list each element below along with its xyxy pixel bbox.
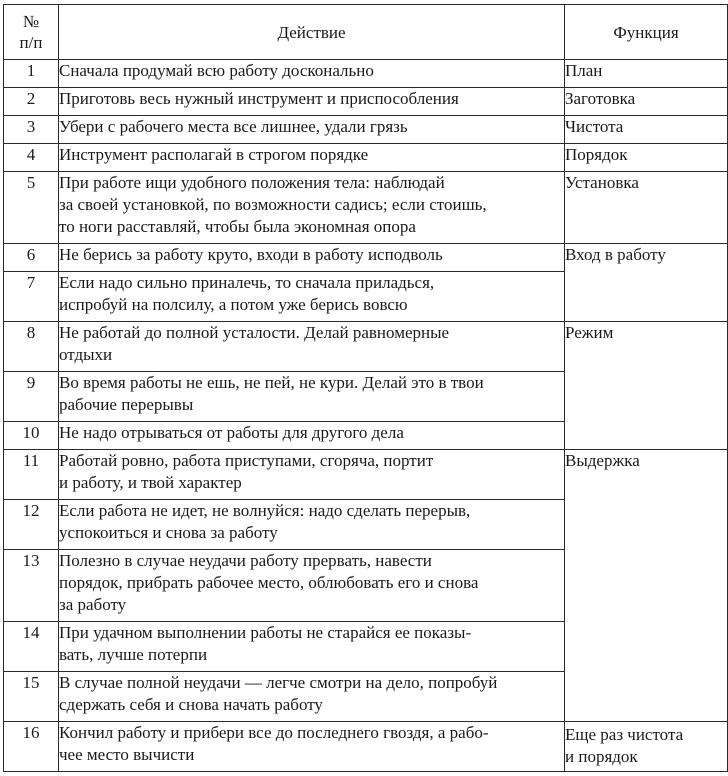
function-cell: Режим (565, 322, 728, 450)
row-number: 7 (4, 272, 59, 322)
row-action: Приготовь весь нужный инструмент и приспособления (59, 88, 565, 116)
header-action: Действие (59, 5, 565, 60)
row-action: Кончил работу и прибери все до последнего гвоздя, а рабо- чее место вычисти (59, 722, 565, 772)
function-cell: Еще раз чистота и порядок (565, 722, 728, 772)
table-row (4, 722, 728, 772)
row-action: Если работа не идет, не волнуйся: надо сделать перерыв, успокоиться и снова за работу (59, 500, 565, 550)
row-number: 4 (4, 144, 59, 172)
function-cell: Заготовка (565, 88, 728, 116)
row-number: 11 (4, 450, 59, 500)
header-row (4, 5, 728, 60)
row-number: 13 (4, 550, 59, 622)
row-number: 6 (4, 244, 59, 272)
function-cell: Порядок (565, 144, 728, 172)
row-action: При работе ищи удобного положения тела: наблюдай за своей установкой, по возможности садись; если стоишь, то ноги расставляй, чтобы была экономная опора (59, 172, 565, 244)
table-row (4, 88, 728, 116)
table-row (4, 322, 728, 372)
header-function: Функция (565, 5, 728, 60)
rules-table (3, 4, 728, 772)
row-action: Полезно в случае неудачи работу прервать, навести порядок, прибрать рабочее место, облюбовать его и снова за работу (59, 550, 565, 622)
row-number: 3 (4, 116, 59, 144)
function-cell: Установка (565, 172, 728, 244)
row-number: 16 (4, 722, 59, 772)
row-action: Убери с рабочего места все лишнее, удали грязь (59, 116, 565, 144)
function-cell: Чистота (565, 116, 728, 144)
table-row (4, 172, 728, 244)
row-number: 8 (4, 322, 59, 372)
row-action: Не надо отрываться от работы для другого дела (59, 422, 565, 450)
row-action: Не работай до полной усталости. Делай равномерные отдыхи (59, 322, 565, 372)
row-action: Если надо сильно приналечь, то сначала приладься, испробуй на полсилу, а потом уже берись вовсю (59, 272, 565, 322)
row-action: Работай ровно, работа приступами, сгоряча, портит и работу, и твой характер (59, 450, 565, 500)
function-cell: Выдержка (565, 450, 728, 722)
function-cell: План (565, 60, 728, 88)
table-row (4, 116, 728, 144)
row-number: 1 (4, 60, 59, 88)
row-number: 14 (4, 622, 59, 672)
function-cell: Вход в работу (565, 244, 728, 322)
row-action: Сначала продумай всю работу досконально (59, 60, 565, 88)
row-number: 5 (4, 172, 59, 244)
row-action: Не берись за работу круто, входи в работу исподволь (59, 244, 565, 272)
table-row (4, 144, 728, 172)
row-action: Во время работы не ешь, не пей, не кури. Делай это в твои рабочие перерывы (59, 372, 565, 422)
table-row (4, 60, 728, 88)
row-action: В случае полной неудачи — легче смотри на дело, попробуй сдержать себя и снова начать работу (59, 672, 565, 722)
row-number: 9 (4, 372, 59, 422)
header-number: № п/п (4, 5, 59, 60)
table-row (4, 450, 728, 500)
row-number: 2 (4, 88, 59, 116)
row-number: 10 (4, 422, 59, 450)
row-action: Инструмент располагай в строгом порядке (59, 144, 565, 172)
row-number: 15 (4, 672, 59, 722)
row-number: 12 (4, 500, 59, 550)
row-action: При удачном выполнении работы не старайся ее показы- вать, лучше потерпи (59, 622, 565, 672)
table-row (4, 244, 728, 272)
